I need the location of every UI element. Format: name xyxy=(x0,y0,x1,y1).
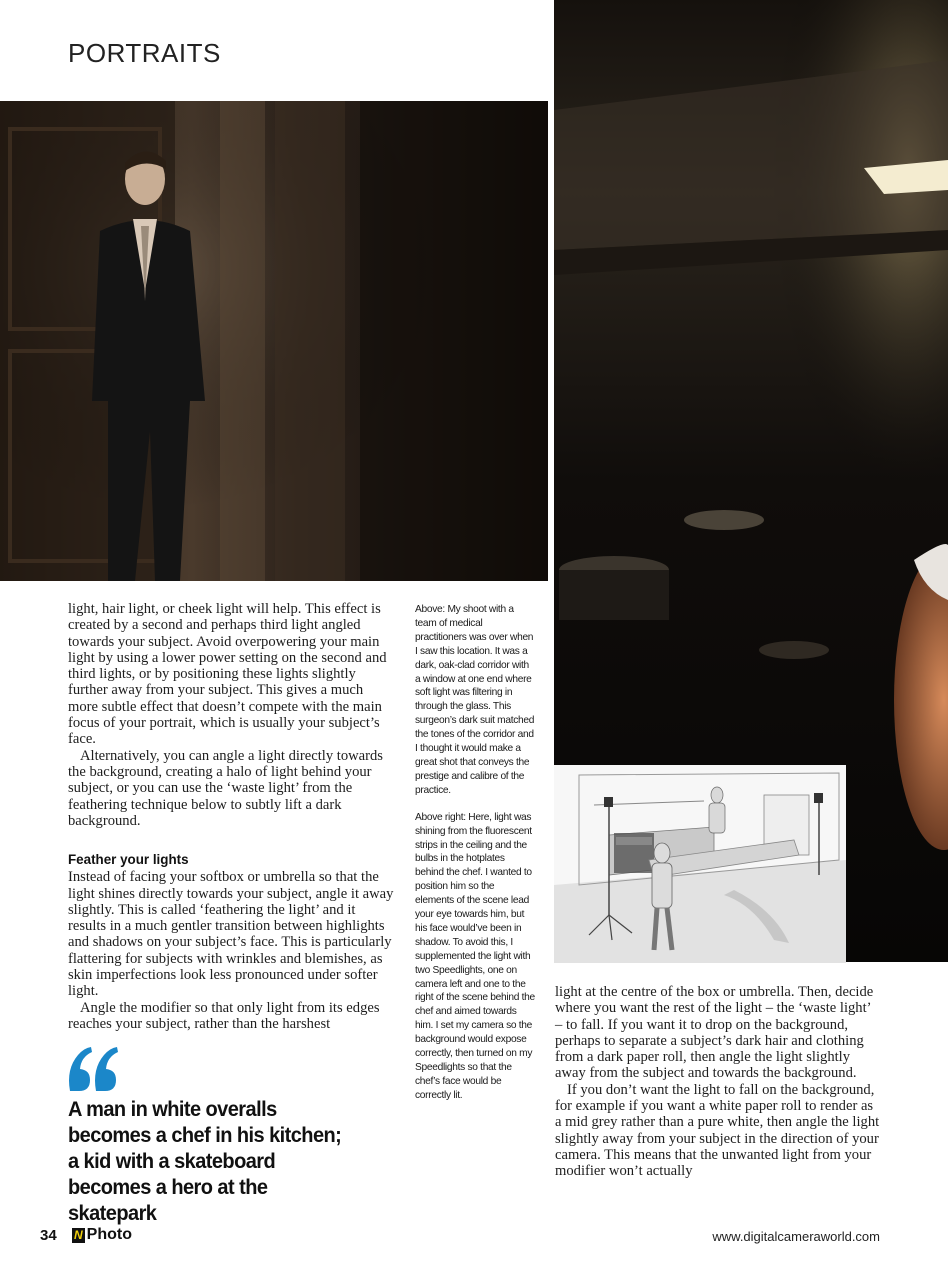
caption-column xyxy=(415,603,535,1116)
body-column-1-continued xyxy=(68,852,394,1032)
body-paragraph: Alternatively, you can angle a light directly towards the background, creating a halo of light behind your subject, or you can use the ‘waste light’ from the feathering technique below to subtly lift a dark background. xyxy=(68,747,383,829)
body-paragraph: If you don’t want the light to fall on the background, for example if you want a white paper roll to render as a mid grey rather than a pure white, then angle the light slightly away from your subject in the direction of your camera. This means that the unwanted light from your modifier won’t actually xyxy=(555,1081,880,1180)
lighting-setup-diagram xyxy=(554,765,846,963)
caption-above-right: Above right: Here, light was shining from the fluorescent strips in the ceiling and the bulbs in the hotplates behind the chef. I wanted to position him so the elements of the scene lead your eye towards him, but his face would’ve been in shadow. To avoid this, I supplemented the light with two Speedlights, one on camera left and one to the right of the scene behind the chef and aimed towards him. I set my camera so the background would expose correctly, then turned on my Speedlights so that the chef’s face would be correctly lit. xyxy=(415,811,535,1101)
section-label: PORTRAITS xyxy=(68,38,221,68)
body-paragraph: Instead of facing your softbox or umbrella so that the light shines directly towards your subject, angle it away slightly. This is called ‘feathering the light’ and it results in a much gentler transition between highlights and shadows on your subject’s face. This is particularly flattering for subjects with wrinkles and blemishes, as skin imperfections look less pronounced under softer light. xyxy=(68,869,394,1000)
caption-above: Above: My shoot with a team of medical practitioners was over when I saw this location. It was a dark, oak-clad corridor with a window at one end where soft light was filtering in through the glass. This surgeon’s dark suit matched the tones of the corridor and I thought it would make a great shot that conveys the prestige and calibre of the practice. xyxy=(415,604,535,796)
footer-url: www.digitalcameraworld.com xyxy=(712,1229,880,1244)
magazine-logo-n: N xyxy=(74,1227,83,1242)
page-number: 34 xyxy=(40,1227,57,1244)
magazine-logo xyxy=(72,1226,132,1244)
pull-quote: A man in white overalls becomes a chef in his kitchen; a kid with a skateboard becomes a hero at the skatepark xyxy=(68,1097,342,1225)
body-paragraph: Angle the modifier so that only light from its edges reaches your subject, rather than the harshest xyxy=(68,999,380,1032)
body-paragraph: light, hair light, or cheek light will help. This effect is created by a second and perhaps third light angled towards your subject. Avoid overpowering your main light by using a lower power setting on the second and third lights, or by positioning these lights slightly further away from your subject. This gives a much more subtle effect that doesn’t compete with the main focus of your portrait, which is usually your subject’s face. xyxy=(68,601,387,748)
body-column-1 xyxy=(68,601,394,829)
subheading: Feather your lights xyxy=(68,852,189,867)
surgeon-corridor-photo xyxy=(0,101,548,581)
body-paragraph: light at the centre of the box or umbrella. Then, decide where you want the rest of the light – the ‘waste light’ – to fall. If you want it to drop on the background, perhaps to separate a subject’s dark hair and clothing from a dark paper roll, then angle the light slightly away from the subject and towards the background. xyxy=(555,984,874,1082)
body-column-3 xyxy=(555,984,881,1180)
magazine-logo-name: Photo xyxy=(86,1226,132,1243)
quote-mark-icon xyxy=(66,1045,120,1093)
